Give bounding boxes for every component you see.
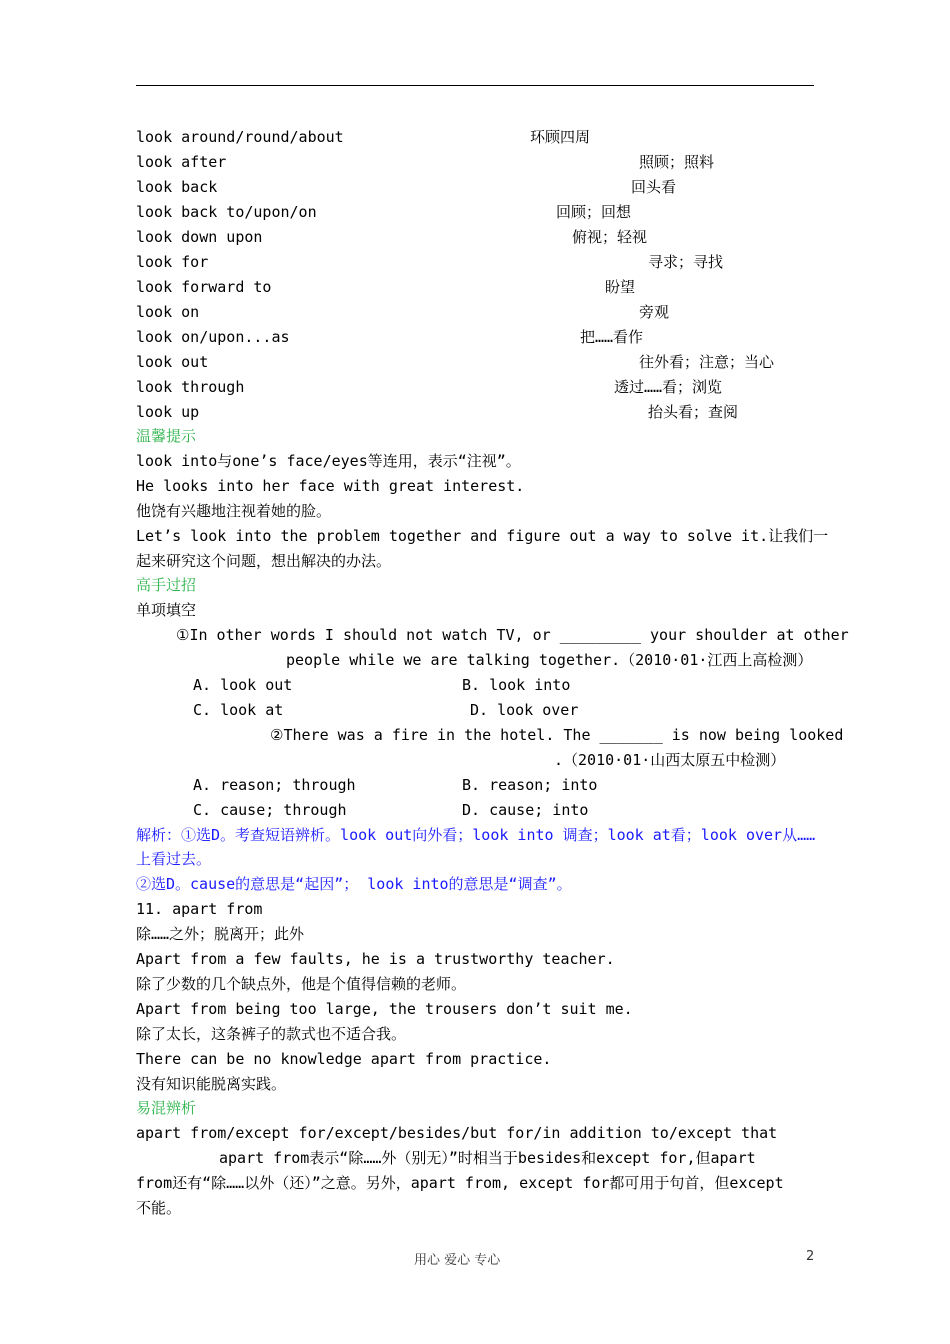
question-1-stem: ①In other words I should not watch TV, or _________ your shoulder at other	[176, 626, 849, 644]
tip-line: Let’s look into the problem together and figure out a way to solve it.让我们一	[136, 527, 829, 545]
confuse-line: from还有“除……以外（还）”之意。另外，apart from, except for都可用于句首，但except	[136, 1174, 784, 1192]
option: D. cause; into	[462, 801, 589, 819]
phrase-cn: 寻求；寻找	[648, 253, 724, 271]
phrase-en: look around/round/about	[136, 128, 344, 146]
confuse-line: apart from表示“除……外（别无）”时相当于besides和except for,但apart	[219, 1149, 756, 1167]
analysis-line: ②选D。cause的意思是“起因”； look into的意思是“调查”。	[136, 875, 572, 893]
phrase-en: look on	[136, 303, 200, 321]
phrase-cn: 回头看	[631, 178, 677, 196]
option: C. look at	[193, 701, 284, 719]
tip-line: 起来研究这个问题，想出解决的办法。	[136, 552, 392, 570]
section-line: 除了少数的几个缺点外，他是个值得信赖的老师。	[136, 975, 467, 993]
footer-motto: 用心 爱心 专心	[414, 1253, 501, 1268]
section-line: 11. apart from	[136, 900, 263, 918]
option: D. look over	[470, 701, 579, 719]
phrase-cn: 盼望	[605, 278, 636, 296]
phrase-en: look forward to	[136, 278, 272, 296]
phrase-cn: 回顾；回想	[556, 203, 632, 221]
option: C. cause; through	[193, 801, 347, 819]
phrase-cn: 照顾；照料	[639, 153, 715, 171]
header-rule	[136, 85, 814, 86]
phrase-cn: 抬头看；查阅	[648, 403, 739, 421]
option: B. look into	[462, 676, 571, 694]
page-number: 2	[806, 1249, 815, 1264]
phrase-en: look after	[136, 153, 227, 171]
phrase-en: look for	[136, 253, 209, 271]
phrase-cn: 把……看作	[580, 328, 644, 346]
option: A. reason; through	[193, 776, 356, 794]
phrase-cn: 往外看；注意；当心	[639, 353, 775, 371]
tip-line: He looks into her face with great interest.	[136, 477, 525, 495]
analysis-line: 解析：①选D。考查短语辨析。look out向外看；look into 调查；look at看；look over从……	[136, 826, 816, 844]
exercise-type: 单项填空	[136, 601, 197, 619]
confuse-line: apart from/except for/except/besides/but for/in addition to/except that	[136, 1124, 778, 1142]
section-line: 除……之外；脱离开；此外	[136, 925, 305, 943]
question-1-stem-cont: people while we are talking together.（2010·01·江西上高检测）	[286, 651, 813, 669]
option: A. look out	[193, 676, 293, 694]
section-line: Apart from being too large, the trousers don’t suit me.	[136, 1000, 633, 1018]
analysis-line: 上看过去。	[136, 850, 212, 868]
confuse-line: 不能。	[136, 1199, 182, 1217]
phrase-en: look down upon	[136, 228, 263, 246]
phrase-en: look up	[136, 403, 200, 421]
phrase-en: look on/upon...as	[136, 328, 290, 346]
phrase-en: look through	[136, 378, 245, 396]
phrase-en: look back	[136, 178, 218, 196]
confuse-heading: 易混辨析	[136, 1099, 197, 1117]
tip-line: 他饶有兴趣地注视着她的脸。	[136, 502, 332, 520]
phrase-cn: 环顾四周	[530, 128, 591, 146]
section-line: 除了太长，这条裤子的款式也不适合我。	[136, 1025, 407, 1043]
tip-line: look into与one’s face/eyes等连用，表示“注视”。	[136, 452, 521, 470]
phrase-cn: 旁观	[639, 303, 670, 321]
section-line: There can be no knowledge apart from practice.	[136, 1050, 552, 1068]
phrase-cn: 透过……看；浏览	[614, 378, 723, 396]
phrase-en: look back to/upon/on	[136, 203, 317, 221]
phrase-cn: 俯视；轻视	[572, 228, 648, 246]
section-line: Apart from a few faults, he is a trustworthy teacher.	[136, 950, 615, 968]
question-2-stem: ②There was a fire in the hotel. The _______ is now being looked	[270, 726, 844, 744]
option: B. reason; into	[462, 776, 598, 794]
question-2-stem-cont: .（2010·01·山西太原五中检测）	[554, 751, 786, 769]
section-line: 没有知识能脱离实践。	[136, 1075, 287, 1093]
phrase-en: look out	[136, 353, 209, 371]
exercise-heading: 高手过招	[136, 576, 197, 594]
tip-heading: 温馨提示	[136, 427, 197, 445]
